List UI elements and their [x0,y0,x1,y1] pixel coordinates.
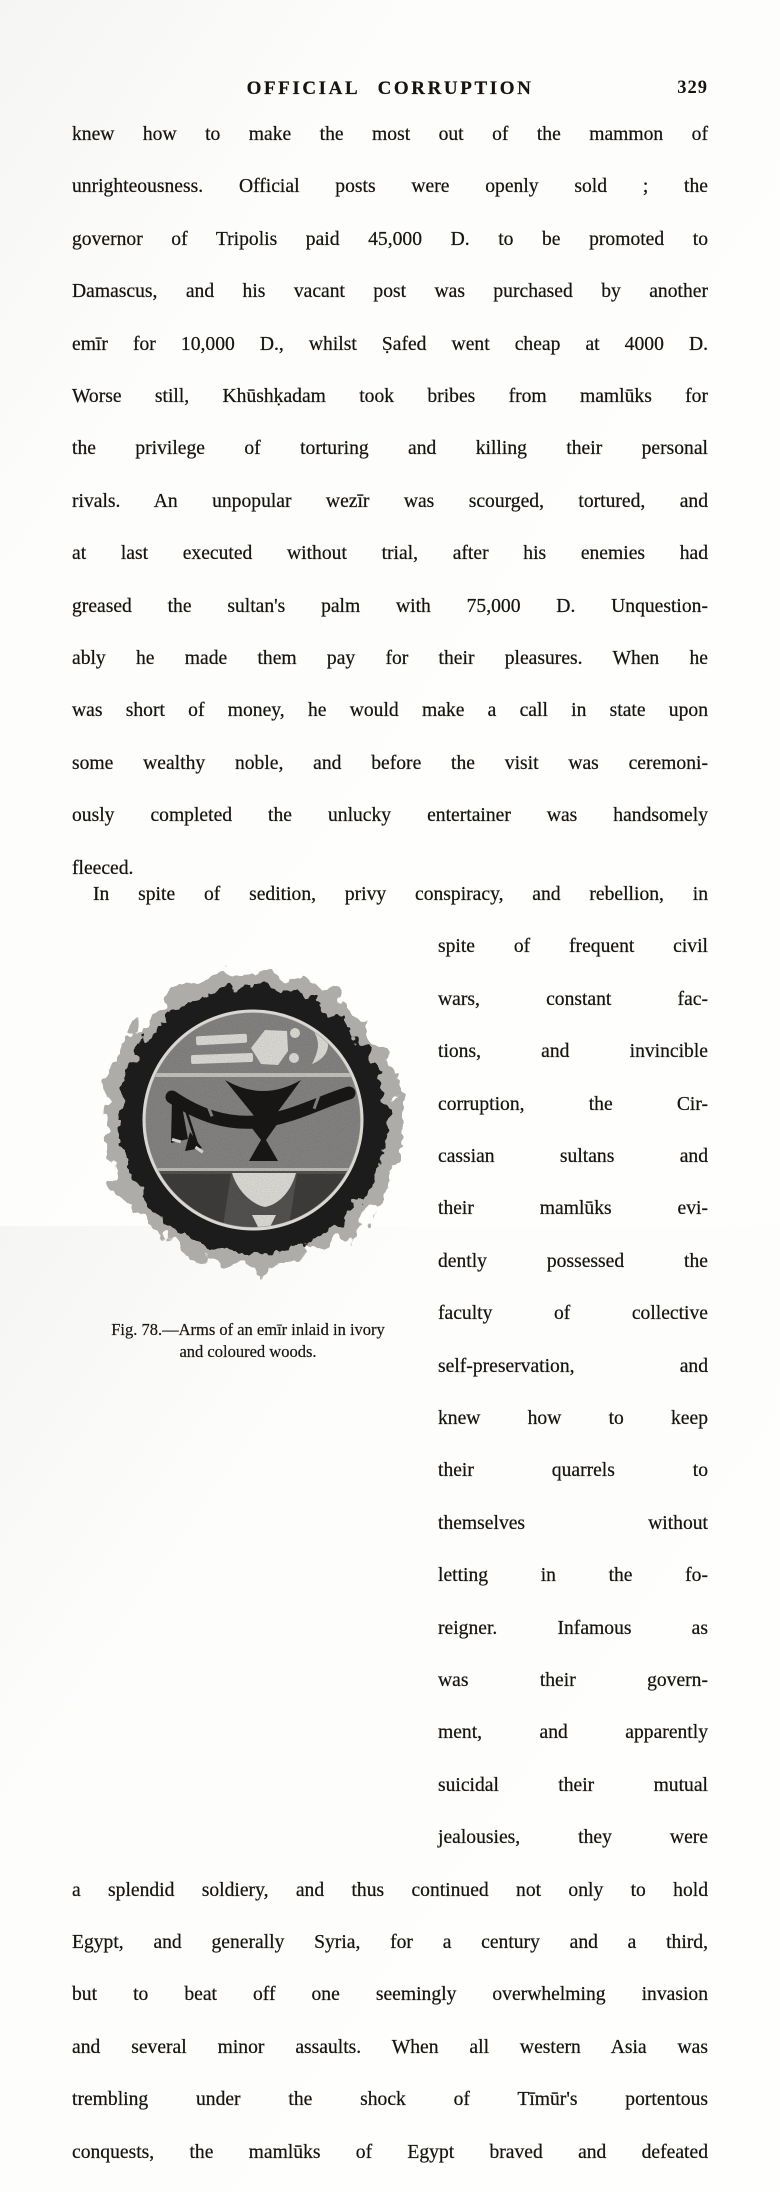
text-line: ously completed the unlucky entertainer was handsomely [72,805,708,827]
text-line: knew how to make the most out of the mammon of [72,124,708,145]
text-line: conquests, the mamlūks of Egypt braved and defeated [72,2141,708,2163]
text-line: Worse still, Khūshḳadam took bribes from mamlūks for [72,386,708,408]
running-header [72,0,708,108]
text-line: letting in the fo- [438,1565,708,1587]
text-line: wars, constant fac- [438,988,708,1010]
text-line: fleeced. [72,857,134,879]
figure-caption [72,1319,424,1363]
text-line: trembling under the shock of Tīmūr's portentous [72,2089,708,2111]
text-line: governor of Tripolis paid 45,000 D. to be promoted to [72,228,708,250]
page-title: OFFICIAL CORRUPTION [246,78,534,99]
text-line: their quarrels to [438,1460,708,1482]
text-line: corruption, the Cir- [438,1093,708,1115]
text-line: a splendid soldiery, and thus continued not only to hold [72,1879,708,1901]
text-line: unrighteousness. Official posts were openly sold ; the [72,176,708,198]
figure [72,934,424,1363]
figure-caption-line-1: Fig. 78.—Arms of an emīr inlaid in ivory [111,1320,385,1340]
text-line: Egypt, and generally Syria, for a century and a third, [72,1932,708,1954]
figure-caption-line-2: and coloured woods. [179,1342,317,1362]
text-line: ably he made them pay for their pleasures. When he [72,648,708,670]
text-line: the privilege of torturing and killing their personal [72,438,708,460]
text-line: In spite of sedition, privy conspiracy, and rebellion, in [93,883,708,905]
paragraph-block-2 [72,1878,708,2192]
text-line: ment, and apparently [438,1722,708,1744]
text-line: their mamlūks evi- [438,1198,708,1220]
text-line: and several minor assaults. When all western Asia was [72,2036,708,2058]
paragraph-block-1 [72,122,708,934]
figure-and-text-row [72,934,708,1877]
text-line: was short of money, he would make a call in state upon [72,700,708,722]
text-line: but to beat off one seemingly overwhelming invasion [72,1984,708,2006]
text-line: spite of frequent civil [438,936,708,958]
emblem-illustration [75,934,424,1309]
text-line: faculty of collective [438,1303,708,1325]
text-line: jealousies, they were [438,1827,708,1849]
text-line: rivals. An unpopular wezīr was scourged, tortured, and [72,490,708,512]
mamluk-blazon-image [75,934,425,1304]
text-line: was their govern- [438,1669,708,1691]
text-line: cassian sultans and [438,1145,708,1167]
text-line: reigner. Infamous as [438,1617,708,1639]
text-line: Damascus, and his vacant post was purchased by another [72,281,708,303]
wrapped-text-column [424,934,708,1877]
text-line: self-preservation, and [438,1355,708,1377]
text-line: emīr for 10,000 D., whilst Ṣafed went cheap at 4000 D. [72,333,708,355]
text-line: knew how to keep [438,1407,708,1429]
page-number: 329 [677,78,708,98]
text-line: dently possessed the [438,1250,708,1272]
text-line: themselves without [438,1512,708,1534]
text-line: greased the sultan's palm with 75,000 D. Unquestion- [72,595,708,617]
text-line: some wealthy noble, and before the visit was ceremoni- [72,752,708,774]
text-line: suicidal their mutual [438,1774,708,1796]
text-line: tions, and invincible [438,1041,708,1063]
text-line: at last executed without trial, after his enemies had [72,543,708,565]
